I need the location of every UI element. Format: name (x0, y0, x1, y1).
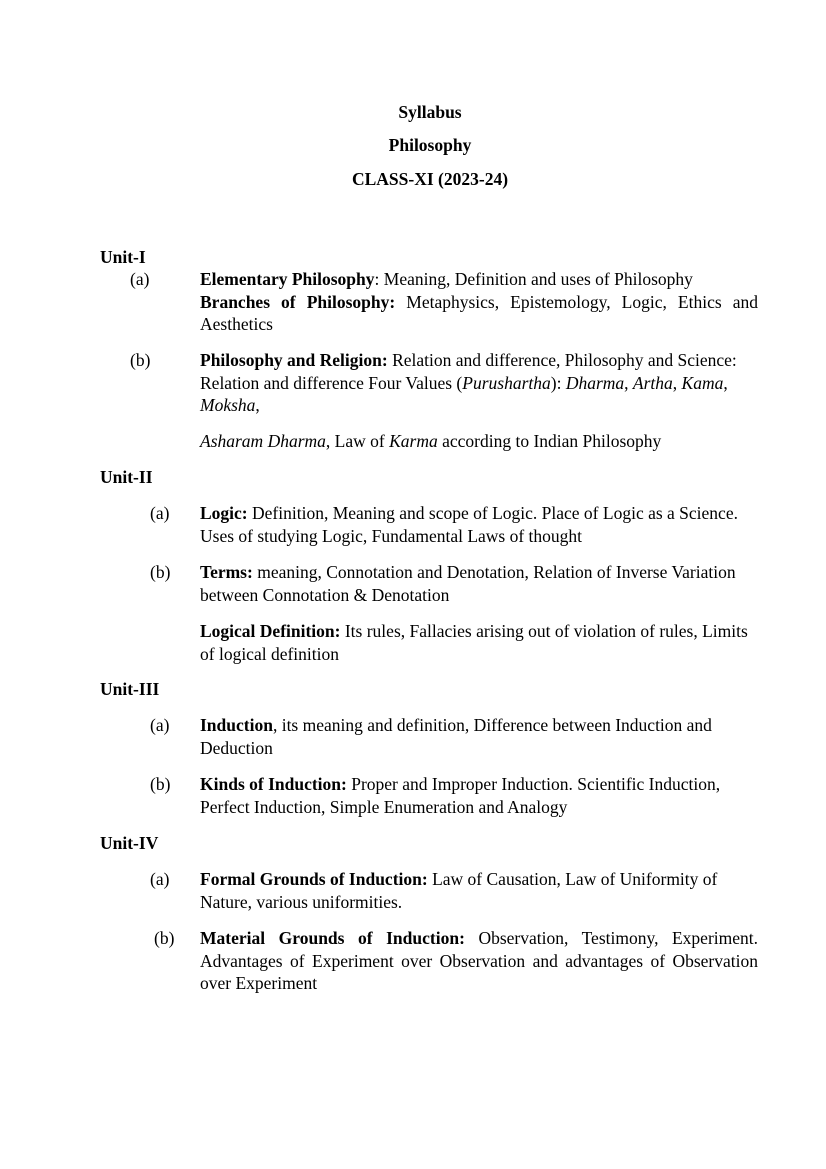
term: Kinds of Induction: (200, 774, 347, 794)
unit-3-heading: Unit-III (100, 679, 160, 699)
unit-3-item-b-label: (b) (150, 774, 171, 794)
term: Formal Grounds of Induction: (200, 869, 428, 889)
branches-of-philosophy-line (200, 291, 758, 336)
unit-2-item-b-text (200, 561, 758, 606)
unit-2-item-a-text (200, 502, 758, 547)
term: Elementary Philosophy (200, 269, 375, 289)
unit-3-item-a-text (200, 714, 758, 759)
unit-4-item-b-label: (b) (154, 928, 175, 948)
unit-4-item-b-text (200, 927, 758, 995)
text: , (672, 372, 682, 393)
description: Law of Causation, Law of Uniformity of Nature, various uniformities. (200, 869, 718, 912)
italic-term: Dharma (565, 372, 625, 393)
description: meaning, Connotation and Denotation, Relation of Inverse Variation between Connotation & Denotation (200, 562, 736, 605)
subject-title: Philosophy (388, 135, 472, 155)
italic-term: Kama (681, 372, 724, 393)
doc-title: Syllabus (398, 102, 462, 122)
description: Relation and difference, Philosophy and Science: Relation and difference Four Values ( (200, 350, 737, 393)
description: Observation, Testimony, Experiment. Advantages of Experiment over Observation and advantages of Observation over Experiment (200, 928, 759, 993)
unit-1-item-a-label: (a) (130, 269, 150, 289)
unit-1-item-a-text (200, 268, 758, 336)
class-title: CLASS-XI (2023-24) (351, 169, 509, 189)
description: Definition, Meaning and scope of Logic. Place of Logic as a Science. Uses of studying Logic, Fundamental Laws of thought (200, 503, 738, 546)
text: ): (550, 372, 566, 393)
italic-term: Karma (389, 431, 438, 451)
text: , (723, 372, 728, 393)
text: , (255, 395, 260, 415)
unit-3-item-b-text (200, 773, 758, 818)
term: Logic: (200, 503, 248, 523)
unit-4-item-a-label: (a) (150, 869, 170, 889)
unit-4-item-a-text (200, 868, 758, 913)
description: : Meaning, Definition and uses of Philosophy (374, 269, 693, 289)
unit-4-heading: Unit-IV (100, 833, 159, 853)
term: Material Grounds of Induction: (200, 928, 465, 948)
description: Proper and Improper Induction. Scientific Induction, Perfect Induction, Simple Enumeration and Analogy (200, 774, 721, 817)
unit-2-item-b-label: (b) (150, 562, 171, 582)
term: Branches of Philosophy: (200, 291, 396, 312)
unit-1-item-b-text (200, 349, 758, 417)
text: according to Indian Philosophy (437, 431, 662, 451)
description: , its meaning and definition, Difference between Induction and Deduction (200, 715, 712, 758)
unit-1-heading: Unit-I (100, 247, 146, 267)
term: Logical Definition: (200, 621, 341, 641)
elementary-philosophy-line (200, 268, 758, 291)
italic-term: Moksha (200, 395, 256, 415)
unit-2-item-a-label: (a) (150, 503, 170, 523)
italic-term: Asharam Dharma (200, 431, 326, 451)
term: Terms: (200, 562, 253, 582)
italic-term: Purushartha (462, 372, 551, 393)
term: Induction (200, 715, 273, 735)
term: Philosophy and Religion: (200, 350, 388, 370)
unit-1-item-b-continuation (200, 430, 758, 453)
unit-2-item-b-continuation (200, 620, 758, 665)
description: Its rules, Fallacies arising out of violation of rules, Limits of logical definition (200, 621, 748, 664)
italic-term: Artha (632, 372, 673, 393)
text: , (624, 372, 633, 393)
text: , Law of (325, 431, 390, 451)
unit-2-heading: Unit-II (100, 467, 153, 487)
unit-1-item-b-label: (b) (130, 350, 151, 370)
description: Metaphysics, Epistemology, Logic, Ethics and Aesthetics (200, 291, 758, 334)
unit-3-item-a-label: (a) (150, 715, 170, 735)
